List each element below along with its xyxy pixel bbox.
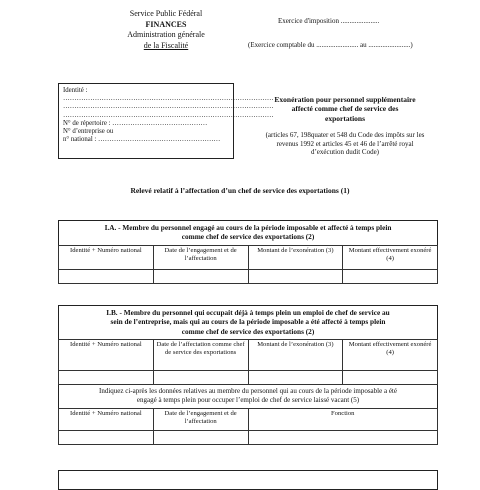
form-title-line-2: affecté comme chef de service des [291, 104, 399, 114]
table-cell[interactable] [153, 430, 248, 444]
table-cell[interactable] [248, 371, 343, 385]
form-title-line-3: exportations [325, 113, 365, 123]
identity-dots-1: ………………………………………………………………………………… [63, 95, 274, 103]
table-header-row [59, 245, 438, 269]
column-header: Date de l’affectation comme chef de service des exportations [153, 340, 248, 371]
replacement-note-line-1: Indiquez ci-après les données relatives au membre du personnel qui au cours de la période imposable a été [99, 387, 397, 396]
table-cell[interactable] [59, 430, 154, 444]
organisation-block [86, 9, 246, 51]
section-ib [58, 305, 438, 445]
org-line-2: FINANCES [145, 19, 187, 29]
section-ib-title-line-2: sein de l’entreprise, mais qui au cours de la période imposable a été affecté à temps plein [110, 317, 386, 327]
column-header: Fonction [248, 408, 438, 430]
table-cell[interactable] [153, 269, 248, 283]
section-ia-title-line-2: comme chef de service des exportations (2) [181, 232, 315, 242]
section-ia [58, 220, 438, 284]
column-header: Date de l’engagement et de l’affectation [153, 408, 248, 430]
column-header: Montant effectivement exonéré (4) [343, 340, 438, 371]
table-cell[interactable] [153, 371, 248, 385]
table-cell[interactable] [343, 269, 438, 283]
exercise-line: Exercice d'imposition ...................... [278, 17, 380, 25]
releve-heading: Relevé relatif à l’affectation d’un chef de service des exportations (1) [130, 186, 350, 195]
table-row [59, 269, 438, 283]
table-cell[interactable] [59, 371, 154, 385]
fiscal-year-line: (Exercice comptable du ........................ au ........................) [248, 41, 413, 49]
table-cell[interactable] [59, 269, 154, 283]
articles-line-1: (articles 67, 198quater et 548 du Code des impôts sur les [265, 131, 425, 139]
table-cell[interactable] [248, 269, 343, 283]
section-ia-table [58, 245, 438, 284]
column-header: Montant de l’exonération (3) [248, 340, 343, 371]
org-line-3: Administration générale [127, 30, 205, 39]
articles-line-3: d’exécution dudit Code) [310, 148, 380, 157]
table-header-row [59, 408, 438, 430]
table-row [59, 371, 438, 385]
section-ib-table [58, 339, 438, 385]
table-header-row [59, 340, 438, 371]
table-cell[interactable] [248, 430, 438, 444]
section-ia-title-line-1: I.A. - Membre du personnel engagé au cours de la période imposable et affecté à temps plein [104, 223, 392, 232]
column-header: Identité + Numéro national [59, 408, 154, 430]
national-number: n° national : ……………………………………………… [63, 136, 221, 144]
section-ib-title [59, 306, 437, 339]
identity-dots-2: ………………………………………………………………………………… [63, 103, 274, 111]
articles-line-2: revenus 1992 et articles 45 et 46 de l’arrêté royal [276, 139, 414, 148]
next-section-box [58, 470, 438, 490]
table-cell[interactable] [343, 371, 438, 385]
identity-label: Identité : [63, 87, 88, 94]
entreprise-number-label: N° d’entreprise ou [63, 128, 114, 136]
form-title-line-1: Exonération pour personnel supplémentaire [274, 95, 416, 104]
section-ib-title-line-3: comme chef de service des exportations (2) [181, 326, 315, 336]
replacement-note-line-2: engagé à temps plein pour occuper l’emploi de chef de service laissé vacant (5) [136, 396, 360, 405]
identity-dots-3: ………………………………………………………………………………… [63, 111, 274, 119]
legal-articles [236, 131, 454, 157]
column-header: Date de l’engagement et de l’affectation [153, 245, 248, 269]
table-row [59, 430, 438, 444]
repertoire-number: N° de répertoire : …………………………………… [63, 119, 208, 127]
column-header: Identité + Numéro national [59, 245, 154, 269]
replacement-table [58, 408, 438, 445]
replacement-note [59, 385, 437, 408]
org-line-1: Service Public Fédéral [129, 9, 203, 18]
section-ia-title [59, 221, 437, 245]
column-header: Identité + Numéro national [59, 340, 154, 371]
identity-box [58, 83, 274, 159]
column-header: Montant effectivement exonéré (4) [343, 245, 438, 269]
section-ib-title-line-1: I.B. - Membre du personnel qui occupait déjà à temps plein un emploi de chef de service au [106, 308, 390, 317]
column-header: Montant de l’exonération (3) [248, 245, 343, 269]
form-title [245, 95, 445, 123]
org-line-4: de la Fiscalité [143, 40, 189, 50]
